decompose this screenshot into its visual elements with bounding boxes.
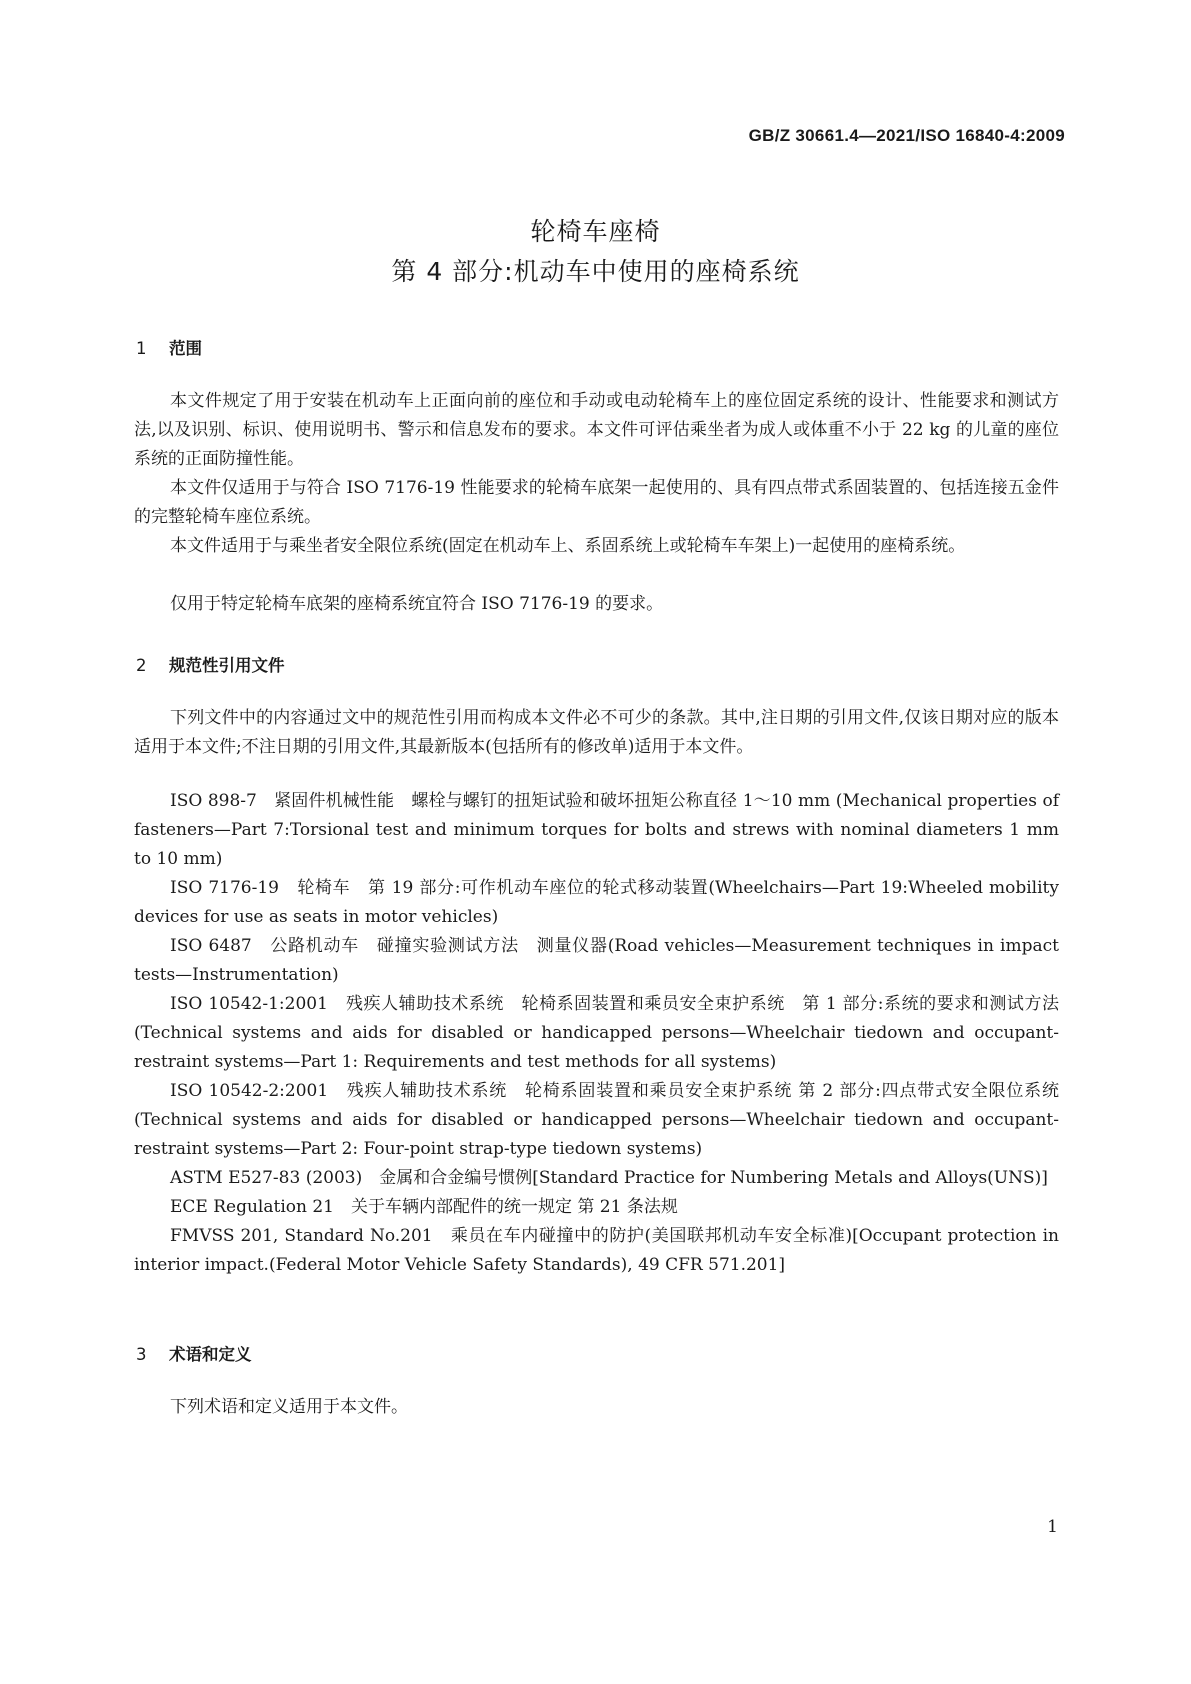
- section-2-heading: [136, 652, 285, 676]
- section-1-heading: [136, 335, 202, 359]
- section-1-paragraph-4: 仅用于特定轮椅车底架的座椅系统宜符合 ISO 7176-19 的要求。: [170, 594, 664, 614]
- section-2-number: 2: [136, 656, 147, 675]
- section-1-paragraph-1: 本文件规定了用于安装在机动车上正面向前的座位和手动或电动轮椅车上的座位固定系统的设计、性能要求和测试方法,以及识别、标识、使用说明书、警示和信息发布的要求。本文件可评估乘坐者为成人或体重不小于 22 kg 的儿童的座位系统的正面防撞性能。: [134, 391, 1059, 469]
- section-3-heading: [136, 1341, 252, 1365]
- section-3-number: 3: [136, 1345, 147, 1364]
- standard-code: GB/Z 30661.4—2021/ISO 16840-4:2009: [748, 126, 1065, 145]
- reference-item: ISO 10542-1:2001 残疾人辅助技术系统 轮椅系固装置和乘员安全束护系统 第 1 部分:系统的要求和测试方法(Technical systems and aids for disabled or handicapped persons—Wheelchair tiedown and occupant-restraint systems—Part 1: Requirements and test methods for all systems): [134, 994, 1059, 1072]
- reference-item: ECE Regulation 21 关于车辆内部配件的统一规定 第 21 条法规: [170, 1197, 678, 1217]
- reference-list: [134, 787, 1059, 1280]
- section-1-paragraph-2: 本文件仅适用于与符合 ISO 7176-19 性能要求的轮椅车底架一起使用的、具有四点带式系固装置的、包括连接五金件的完整轮椅车座位系统。: [134, 478, 1059, 527]
- section-3-title: 术语和定义: [169, 1345, 252, 1364]
- section-3-intro: 下列术语和定义适用于本文件。: [170, 1397, 408, 1417]
- section-2-title: 规范性引用文件: [169, 656, 285, 675]
- section-2-intro: 下列文件中的内容通过文中的规范性引用而构成本文件必不可少的条款。其中,注日期的引用文件,仅该日期对应的版本适用于本文件;不注日期的引用文件,其最新版本(包括所有的修改单)适用于本文件。: [134, 708, 1059, 757]
- reference-item: ASTM E527-83 (2003) 金属和合金编号惯例[Standard Practice for Numbering Metals and Alloys(UNS)]: [170, 1168, 1048, 1188]
- reference-item: FMVSS 201, Standard No.201 乘员在车内碰撞中的防护(美国联邦机动车安全标准)[Occupant protection in interior impact.(Federal Motor Vehicle Safety Standards), 49 CFR 571.201]: [134, 1226, 1059, 1275]
- page-number: 1: [1047, 1517, 1058, 1537]
- title-line-1: 轮椅车座椅: [530, 217, 661, 246]
- reference-item: ISO 10542-2:2001 残疾人辅助技术系统 轮椅系固装置和乘员安全束护系统 第 2 部分:四点带式安全限位系统(Technical systems and aids for disabled or handicapped persons—Wheelchair tiedown and occupant-restraint systems—Part 2: Four-point strap-type tiedown systems): [134, 1081, 1059, 1159]
- reference-item: ISO 6487 公路机动车 碰撞实验测试方法 测量仪器(Road vehicles—Measurement techniques in impact tests—Instrumentation): [134, 936, 1059, 985]
- section-1-title: 范围: [169, 339, 202, 358]
- document-title: [0, 212, 1191, 292]
- reference-item: ISO 898-7 紧固件机械性能 螺栓与螺钉的扭矩试验和破坏扭矩公称直径 1～10 mm (Mechanical properties of fasteners—Part 7:Torsional test and minimum torques for bolts and strews with nominal diameters 1 mm to 10 mm): [134, 791, 1059, 869]
- reference-item: ISO 7176-19 轮椅车 第 19 部分:可作机动车座位的轮式移动装置(Wheelchairs—Part 19:Wheeled mobility devices for use as seats in motor vehicles): [134, 878, 1059, 927]
- section-1-paragraph-3: 本文件适用于与乘坐者安全限位系统(固定在机动车上、系固系统上或轮椅车车架上)一起使用的座椅系统。: [170, 536, 966, 556]
- section-1-number: 1: [136, 339, 147, 358]
- title-line-2: 第 4 部分:机动车中使用的座椅系统: [391, 257, 800, 286]
